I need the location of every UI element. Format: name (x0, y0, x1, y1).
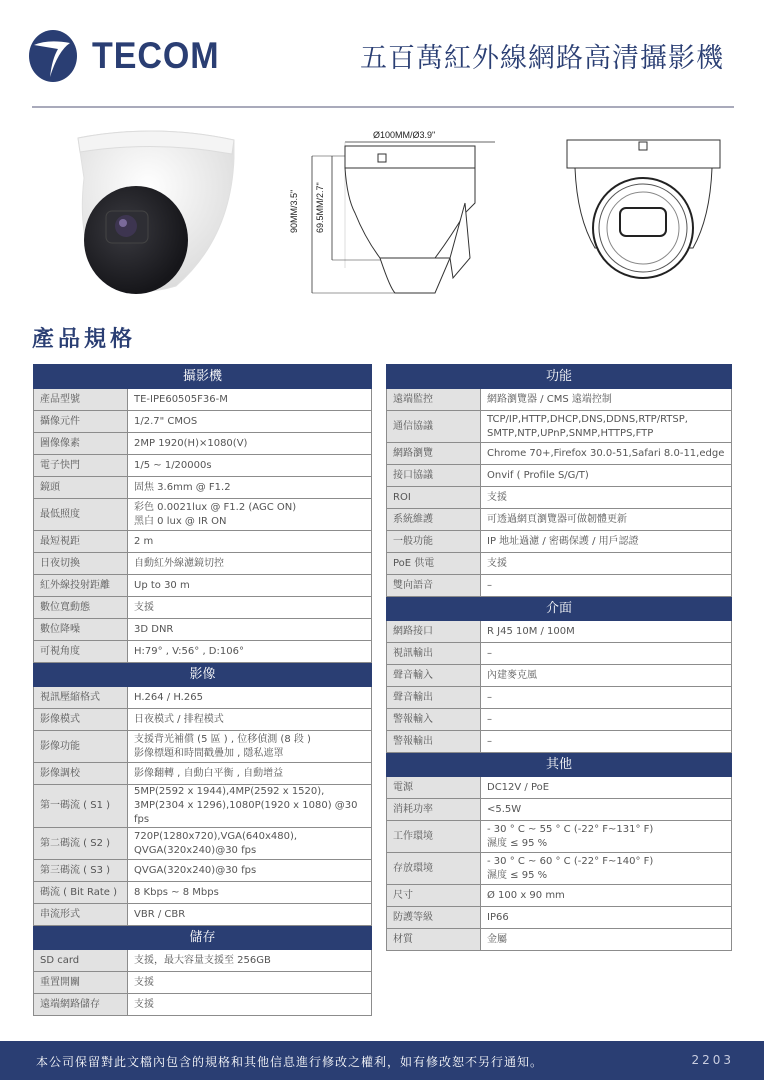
table-row (34, 763, 372, 785)
spec-value-line: Ø 100 x 90 mm (487, 889, 565, 901)
spec-value (481, 621, 732, 643)
table-row (34, 882, 372, 904)
table-row (34, 972, 372, 994)
spec-label: 系統維護 (387, 509, 481, 531)
table-row (387, 621, 732, 643)
tecom-logo-icon (28, 29, 78, 83)
spec-label: SD card (34, 950, 128, 972)
spec-value (128, 411, 372, 433)
spec-value (481, 665, 732, 687)
table-row (34, 994, 372, 1016)
spec-value-line: – (487, 735, 492, 747)
spec-value-line: H:79° , V:56° , D:106° (134, 645, 244, 657)
spec-value-line: – (487, 713, 492, 725)
spec-label: 電源 (387, 777, 481, 799)
table-row (34, 499, 372, 531)
section-heading: 影像 (34, 663, 372, 687)
spec-value-line: 8 Kbps ~ 8 Mbps (134, 886, 219, 898)
table-row (34, 389, 372, 411)
spec-value-line: R J45 10M / 100M (487, 625, 575, 637)
spec-value (481, 687, 732, 709)
spec-value-line: 支援 (487, 491, 507, 503)
inner-height-dimension-label: 69.5MM/2.7" (315, 182, 325, 233)
spec-label: 聲音輸出 (387, 687, 481, 709)
spec-label: 存放環境 (387, 853, 481, 885)
table-row (34, 597, 372, 619)
spec-value-line: 日夜模式 / 排程模式 (134, 713, 224, 725)
table-row (34, 785, 372, 828)
spec-label: 日夜切換 (34, 553, 128, 575)
table-row (34, 455, 372, 477)
spec-value (128, 904, 372, 926)
spec-value-line: 720P(1280x720),VGA(640x480), (134, 830, 298, 842)
table-row (34, 860, 372, 882)
spec-value-line: – (487, 579, 492, 591)
header-divider (32, 106, 734, 108)
camera-front-drawing (555, 118, 725, 308)
right-spec-table (386, 364, 732, 951)
table-row (34, 687, 372, 709)
spec-value (128, 575, 372, 597)
table-row (387, 443, 732, 465)
spec-value-line: 3D DNR (134, 623, 174, 635)
spec-label: 視訊輸出 (387, 643, 481, 665)
table-row (387, 885, 732, 907)
table-row (387, 821, 732, 853)
spec-value (128, 389, 372, 411)
spec-label: 紅外線投射距離 (34, 575, 128, 597)
spec-value (481, 731, 732, 753)
spec-label: 雙向語音 (387, 575, 481, 597)
spec-value (128, 553, 372, 575)
spec-value (128, 972, 372, 994)
spec-value-line: 支援 (134, 998, 154, 1010)
table-row (34, 731, 372, 763)
spec-value (128, 687, 372, 709)
spec-value (481, 853, 732, 885)
table-row (34, 411, 372, 433)
spec-label: 警報輸出 (387, 731, 481, 753)
spec-value-line: DC12V / PoE (487, 781, 550, 793)
spec-label: 最低照度 (34, 499, 128, 531)
spec-value-line: 支援 (487, 557, 507, 569)
spec-label: 鏡頭 (34, 477, 128, 499)
table-row (34, 709, 372, 731)
table-row (387, 465, 732, 487)
spec-label: 最短視距 (34, 531, 128, 553)
table-row (387, 687, 732, 709)
table-row (34, 477, 372, 499)
table-row (34, 641, 372, 663)
spec-label: 影像功能 (34, 731, 128, 763)
spec-value-line: QVGA(320x240)@30 fps (134, 864, 257, 876)
section-header-interface (387, 597, 732, 621)
spec-label: 警報輸入 (387, 709, 481, 731)
table-row (387, 389, 732, 411)
spec-value (128, 950, 372, 972)
spec-label: 聲音輸入 (387, 665, 481, 687)
brand-logo (28, 29, 231, 83)
spec-value (481, 509, 732, 531)
spec-value-line: 可透過網頁瀏覽器可做韌體更新 (487, 513, 627, 525)
table-row (387, 487, 732, 509)
spec-label: 影像調校 (34, 763, 128, 785)
spec-value (128, 785, 372, 828)
section-title: 產品規格 (32, 327, 137, 352)
spec-value (128, 455, 372, 477)
document-title: 五百萬紅外線網路高清攝影機 (360, 43, 724, 74)
spec-value-line: 支援 (134, 976, 154, 988)
spec-value-line: QVGA(320x240)@30 fps (134, 844, 257, 856)
spec-value-line: 自動紅外線濾鏡切控 (134, 557, 224, 569)
footer-doc-code: 2203 (691, 1053, 734, 1067)
spec-value (481, 643, 732, 665)
spec-value (481, 821, 732, 853)
spec-value (481, 929, 732, 951)
table-row (34, 575, 372, 597)
spec-value (481, 531, 732, 553)
section-header-storage (34, 926, 372, 950)
section-heading: 功能 (387, 365, 732, 389)
spec-value (481, 799, 732, 821)
spec-value-line: TE-IPE60505F36-M (134, 393, 228, 405)
spec-value-line: 1/5 ~ 1/20000s (134, 459, 212, 471)
table-row (387, 665, 732, 687)
spec-value-line: IP 地址過濾 / 密碼保護 / 用戶認證 (487, 535, 639, 547)
footer-disclaimer: 本公司保留對此文檔內包含的規格和其他信息進行修改之權利，如有修改恕不另行通知。 (36, 1055, 544, 1069)
spec-value (481, 443, 732, 465)
spec-value (128, 860, 372, 882)
spec-value-line: 2MP 1920(H)×1080(V) (134, 437, 248, 449)
spec-value-line: Up to 30 m (134, 579, 190, 591)
spec-value (128, 882, 372, 904)
spec-value-line: 1/2.7" CMOS (134, 415, 198, 427)
spec-value (128, 597, 372, 619)
spec-label: 電子快門 (34, 455, 128, 477)
table-row (387, 929, 732, 951)
spec-value (481, 465, 732, 487)
brand-name: TECOM (92, 35, 220, 76)
spec-label: 視訊壓縮格式 (34, 687, 128, 709)
spec-label: 網路瀏覽 (387, 443, 481, 465)
table-row (387, 553, 732, 575)
table-row (34, 433, 372, 455)
spec-value (128, 731, 372, 763)
spec-value-line: Chrome 70+,Firefox 30.0-51,Safari 8.0-11,edge (487, 447, 725, 459)
spec-label: 工作環境 (387, 821, 481, 853)
spec-value-line: 固焦 3.6mm @ F1.2 (134, 481, 231, 493)
table-row (387, 907, 732, 929)
spec-label: PoE 供電 (387, 553, 481, 575)
spec-label: 重置開關 (34, 972, 128, 994)
table-row (34, 904, 372, 926)
table-row (387, 643, 732, 665)
page-footer (0, 1041, 764, 1080)
spec-value-line: – (487, 691, 492, 703)
table-row (387, 709, 732, 731)
width-dimension-label: Ø100MM/Ø3.9" (373, 130, 436, 140)
section-heading: 其他 (387, 753, 732, 777)
spec-label: 攝像元件 (34, 411, 128, 433)
spec-value-line: VBR / CBR (134, 908, 186, 920)
table-row (34, 619, 372, 641)
spec-value-line: 支援 (134, 601, 154, 613)
spec-label: ROI (387, 487, 481, 509)
spec-label: 影像模式 (34, 709, 128, 731)
spec-value (481, 907, 732, 929)
spec-label: 第三碼流 ( S3 ) (34, 860, 128, 882)
section-heading: 攝影機 (34, 365, 372, 389)
spec-value-line: 內建麥克風 (487, 669, 537, 681)
spec-value (128, 477, 372, 499)
section-header-function (387, 365, 732, 389)
spec-value (481, 553, 732, 575)
spec-label: 數位寬動態 (34, 597, 128, 619)
spec-value (128, 531, 372, 553)
spec-value (481, 389, 732, 411)
spec-value-line: 影像標題和時間戳疊加 , 隱私遮罩 (134, 747, 284, 759)
spec-value (128, 641, 372, 663)
spec-value (481, 575, 732, 597)
spec-value (128, 994, 372, 1016)
spec-value-line: <5.5W (487, 803, 522, 815)
spec-value (128, 763, 372, 785)
spec-label: 串流形式 (34, 904, 128, 926)
spec-value (481, 709, 732, 731)
table-row (387, 575, 732, 597)
spec-value-line: TCP/IP,HTTP,DHCP,DNS,DDNS,RTP/RTSP, (487, 413, 688, 425)
table-row (387, 777, 732, 799)
camera-side-dimension-drawing (285, 118, 495, 308)
spec-value-line: 支援背光補償 (5 區 ) , 位移偵測 (8 段 ) (134, 733, 311, 745)
spec-label: 遠端監控 (387, 389, 481, 411)
camera-product-photo (56, 118, 251, 308)
spec-value-line: 支援，最大容量支援至 256GB (134, 954, 271, 966)
spec-value-line: – (487, 647, 492, 659)
section-header-image (34, 663, 372, 687)
spec-value-line: SMTP,NTP,UPnP,SNMP,HTTPS,FTP (487, 427, 654, 439)
spec-value-line: 網路瀏覽器 / CMS 遠端控制 (487, 393, 612, 405)
table-row (387, 531, 732, 553)
spec-value-line: 彩色 0.0021lux @ F1.2 (AGC ON) (134, 501, 297, 513)
table-row (387, 853, 732, 885)
table-row (34, 553, 372, 575)
section-header-camera (34, 365, 372, 389)
spec-label: 產品型號 (34, 389, 128, 411)
spec-value-line: H.264 / H.265 (134, 691, 203, 703)
spec-label: 碼流 ( Bit Rate ) (34, 882, 128, 904)
spec-value (128, 499, 372, 531)
table-row (387, 799, 732, 821)
spec-value-line: 3MP(2304 x 1296),1080P(1920 x 1080) @30 fps (134, 800, 358, 825)
page-header (0, 0, 764, 108)
spec-value (128, 433, 372, 455)
section-heading: 介面 (387, 597, 732, 621)
spec-value (481, 487, 732, 509)
spec-label: 一般功能 (387, 531, 481, 553)
spec-label: 第二碼流 ( S2 ) (34, 828, 128, 860)
table-row (387, 731, 732, 753)
spec-label: 消耗功率 (387, 799, 481, 821)
spec-label: 材質 (387, 929, 481, 951)
table-row (34, 828, 372, 860)
table-row (34, 531, 372, 553)
spec-value-line: 5MP(2592 x 1944),4MP(2592 x 1520), (134, 786, 325, 797)
height-dimension-label: 90MM/3.5" (289, 189, 299, 233)
spec-value (128, 828, 372, 860)
spec-label: 通信協議 (387, 411, 481, 443)
spec-value-line: 金屬 (487, 933, 507, 945)
section-heading: 儲存 (34, 926, 372, 950)
spec-label: 遠端網路儲存 (34, 994, 128, 1016)
spec-value (128, 619, 372, 641)
spec-value (128, 709, 372, 731)
spec-value-line: 影像翻轉 , 自動白平衡 , 自動增益 (134, 767, 284, 779)
spec-value-line: IP66 (487, 911, 509, 923)
spec-value-line: 濕度 ≤ 95 % (487, 837, 548, 849)
spec-value-line: - 30 ° C ~ 55 ° C (-22° F~131° F) (487, 823, 654, 835)
section-header-other (387, 753, 732, 777)
spec-value-line: 黑白 0 lux @ IR ON (134, 515, 227, 527)
spec-label: 可視角度 (34, 641, 128, 663)
left-spec-table (33, 364, 372, 1016)
spec-label: 防護等級 (387, 907, 481, 929)
spec-label: 數位降噪 (34, 619, 128, 641)
spec-value (481, 777, 732, 799)
spec-label: 圖像像素 (34, 433, 128, 455)
table-row (387, 509, 732, 531)
spec-label: 尺寸 (387, 885, 481, 907)
spec-label: 網路接口 (387, 621, 481, 643)
table-row (34, 950, 372, 972)
spec-value-line: 濕度 ≤ 95 % (487, 869, 548, 881)
spec-label: 第一碼流 ( S1 ) (34, 785, 128, 828)
spec-value-line: - 30 ° C ~ 60 ° C (-22° F~140° F) (487, 855, 654, 867)
spec-value-line: Onvif ( Profile S/G/T) (487, 469, 589, 481)
spec-value (481, 411, 732, 443)
table-row (387, 411, 732, 443)
spec-value-line: 2 m (134, 535, 154, 547)
spec-label: 接口協議 (387, 465, 481, 487)
spec-value (481, 885, 732, 907)
